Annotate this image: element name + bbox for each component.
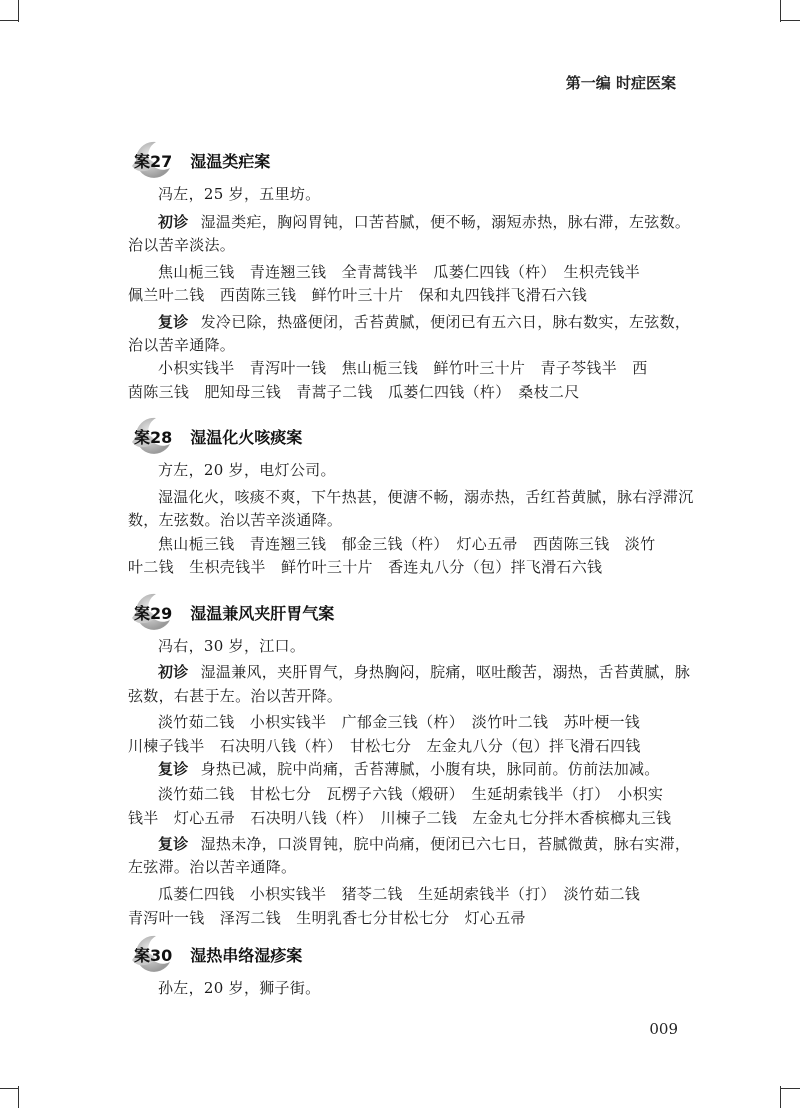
prescription-line: 川楝子钱半 石决明八钱（杵） 甘松七分 左金丸八分（包）拌飞滑石四钱 <box>128 737 641 755</box>
case-number: 案29 <box>134 603 173 623</box>
case-number: 案27 <box>134 151 173 171</box>
case-number: 案30 <box>134 945 173 965</box>
crop-mark-bottom-right-h <box>781 1088 800 1089</box>
case-heading <box>130 936 302 972</box>
prescription-line: 钱半 灯心五帚 石决明八钱（杵） 川楝子二钱 左金丸七分拌木香槟榔丸三钱 <box>128 809 672 827</box>
prescription-line: 佩兰叶二钱 西茵陈三钱 鲜竹叶三十片 保和丸四钱拌飞滑石六钱 <box>128 286 588 304</box>
prescription-line: 瓜蒌仁四钱 小枳实钱半 猪苓二钱 生延胡索钱半（打） 淡竹茹二钱 <box>158 885 641 903</box>
visit-text: 湿温类疟，胸闷胃钝，口苦苔腻，便不畅，溺短赤热，脉右滞，左弦数。 <box>200 213 691 231</box>
case-title: 湿温类疟案 <box>190 151 271 171</box>
visit-text-cont: 弦数，右甚于左。治以苦开降。 <box>128 687 343 705</box>
patient-info: 冯左，25 岁，五里坊。 <box>158 185 321 203</box>
case-heading <box>130 594 334 630</box>
case-heading <box>130 142 270 178</box>
visit-label: 复诊 <box>158 835 189 853</box>
case-title: 湿热串络湿疹案 <box>190 945 303 965</box>
case-number: 案28 <box>134 427 173 447</box>
visit-label: 初诊 <box>158 663 189 681</box>
visit-text-cont: 治以苦辛淡法。 <box>128 236 236 254</box>
prescription-line: 茵陈三钱 肥知母三钱 青蒿子二钱 瓜蒌仁四钱（杵） 桑枝二尺 <box>128 383 580 401</box>
visit-text: 身热已减，脘中尚痛，舌苔薄腻，小腹有块，脉同前。仿前法加减。 <box>200 760 660 778</box>
visit-label: 复诊 <box>158 760 189 778</box>
crop-mark-bottom-right-v <box>780 1086 781 1108</box>
prescription-line: 叶二钱 生枳壳钱半 鲜竹叶三十片 香连丸八分（包）拌飞滑石六钱 <box>128 558 603 576</box>
case-title: 湿温化火咳痰案 <box>190 427 303 447</box>
visit-line <box>158 212 690 232</box>
visit-text: 发冷已除，热盛便闭，舌苔黄腻，便闭已有五六日，脉右数实，左弦数， <box>200 313 691 331</box>
patient-info: 方左，20 岁，电灯公司。 <box>158 461 336 479</box>
crop-mark-top-right-v <box>780 0 781 22</box>
patient-info: 冯右，30 岁，江口。 <box>158 637 306 655</box>
crop-mark-bottom-left-h <box>0 1088 18 1089</box>
running-header: 第一编 时症医案 <box>565 74 676 92</box>
prescription-line: 青泻叶一钱 泽泻二钱 生明乳香七分甘松七分 灯心五帚 <box>128 909 526 927</box>
visit-text-cont: 治以苦辛通降。 <box>128 336 236 354</box>
visit-line <box>158 662 690 682</box>
crop-mark-top-left-v <box>18 0 19 22</box>
prescription-line: 淡竹茹二钱 甘松七分 瓦楞子六钱（煅研） 生延胡索钱半（打） 小枳实 <box>158 785 664 803</box>
case-title: 湿温兼风夹肝胃气案 <box>190 603 335 623</box>
visit-label: 复诊 <box>158 313 189 331</box>
patient-info: 孙左，20 岁，狮子街。 <box>158 979 321 997</box>
case-text: 数，左弦数。治以苦辛淡通降。 <box>128 511 343 529</box>
crop-mark-top-left-h <box>0 20 18 21</box>
prescription-line: 焦山栀三钱 青连翘三钱 全青蒿钱半 瓜蒌仁四钱（杵） 生枳壳钱半 <box>158 263 641 281</box>
crop-mark-top-right-h <box>781 20 800 21</box>
page-number: 009 <box>649 1020 678 1038</box>
visit-line <box>158 759 660 779</box>
case-heading <box>130 418 302 454</box>
case-text: 湿温化火，咳痰不爽，下午热甚，便溏不畅，溺赤热，舌红苔黄腻，脉右浮滞沉 <box>158 488 694 506</box>
visit-text: 湿温兼风，夹肝胃气，身热胸闷，脘痛，呕吐酸苦，溺热，舌苔黄腻，脉 <box>200 663 691 681</box>
visit-label: 初诊 <box>158 213 189 231</box>
crop-mark-bottom-left-v <box>18 1086 19 1108</box>
prescription-line: 淡竹茹二钱 小枳实钱半 广郁金三钱（杵） 淡竹叶二钱 苏叶梗一钱 <box>158 713 641 731</box>
visit-line <box>158 312 690 332</box>
visit-line <box>158 834 690 854</box>
prescription-line: 小枳实钱半 青泻叶一钱 焦山栀三钱 鲜竹叶三十片 青子芩钱半 西 <box>158 359 648 377</box>
visit-text-cont: 左弦滞。治以苦辛通降。 <box>128 858 297 876</box>
visit-text: 湿热未净，口淡胃钝，脘中尚痛，便闭已六七日，苔腻微黄，脉右实滞， <box>200 835 691 853</box>
prescription-line: 焦山栀三钱 青连翘三钱 郁金三钱（杵） 灯心五帚 西茵陈三钱 淡竹 <box>158 535 656 553</box>
